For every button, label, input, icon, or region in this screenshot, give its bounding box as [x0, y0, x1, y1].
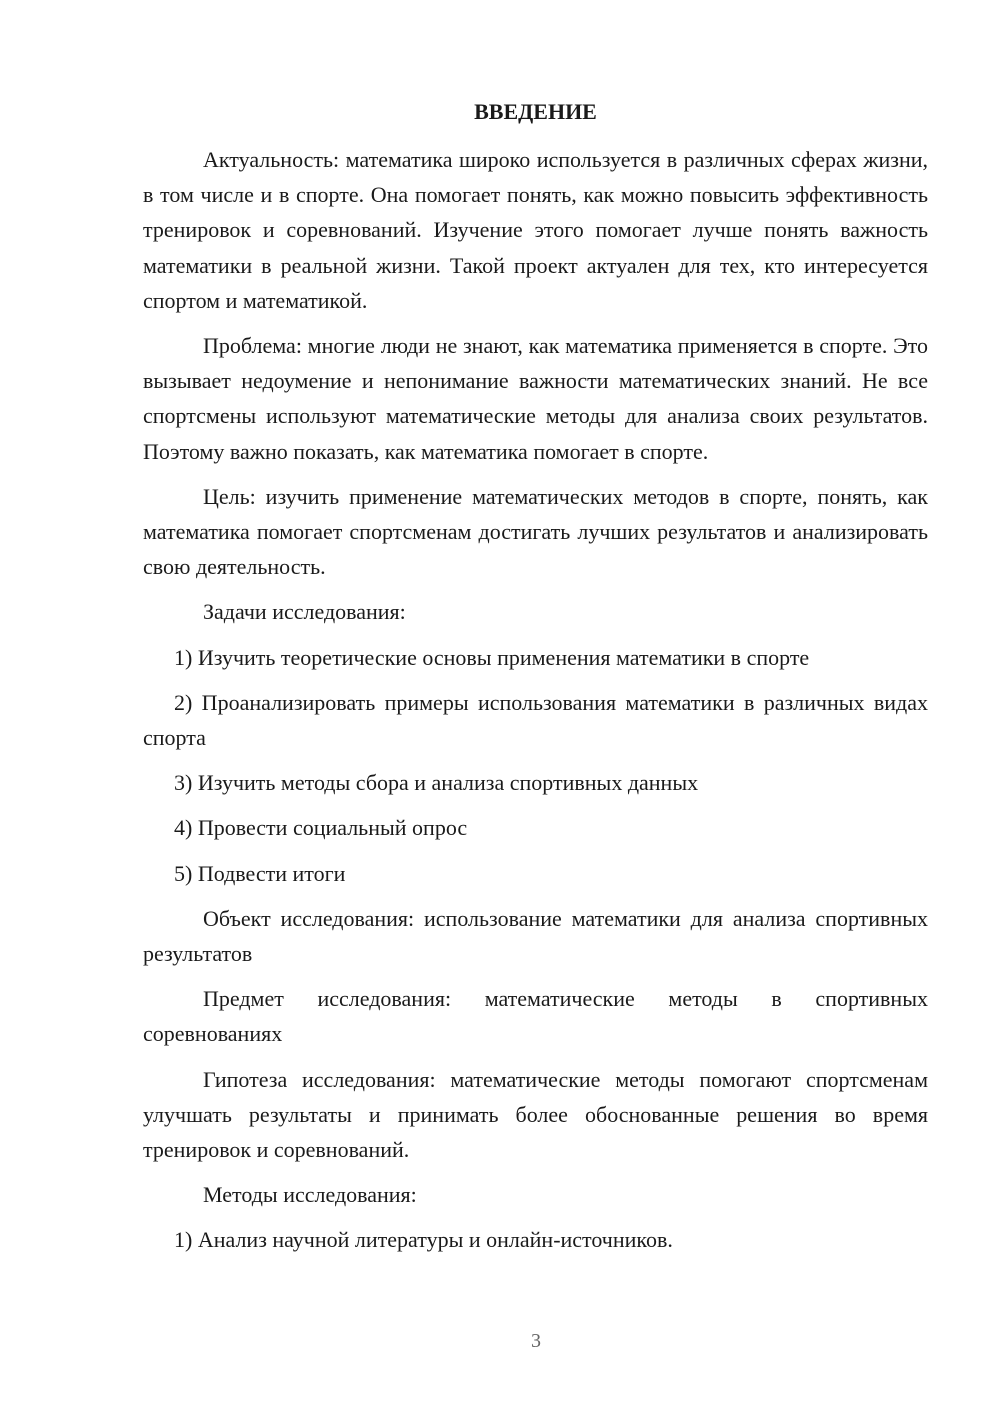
- task-item: 1) Изучить теоретические основы применения математики в спорте: [174, 644, 810, 670]
- goal-paragraph: Цель: изучить применение математических методов в спорте, понять, как математика помогает спортсменам достигать лучших результатов и анализировать свою деятельность.: [143, 483, 928, 580]
- task-item: 4) Провести социальный опрос: [174, 815, 468, 841]
- object-paragraph: Объект исследования: использование математики для анализа спортивных результатов: [143, 905, 928, 967]
- relevance-paragraph: Актуальность: математика широко используется в различных сферах жизни, в том числе и в спорте. Она помогает понять, как можно повысить эффективность тренировок и соревнований. Изучение этого помогает лучше понять важность математики в реальной жизни. Такой проект актуален для тех, кто интересуется спортом и математикой.: [143, 147, 928, 313]
- subject-paragraph: Предмет исследования: математические методы в спортивных соревнованиях: [143, 986, 928, 1047]
- task-item: 5) Подвести итоги: [174, 860, 346, 886]
- task-item: 3) Изучить методы сбора и анализа спортивных данных: [174, 770, 699, 796]
- task-item: 2) Проанализировать примеры использования математики в различных видах спорта: [143, 689, 928, 751]
- hypothesis-paragraph: Гипотеза исследования: математические методы помогают спортсменам улучшать результаты и принимать более обоснованные решения во время тренировок и соревнований.: [143, 1066, 928, 1163]
- tasks-heading: Задачи исследования:: [203, 599, 406, 625]
- section-title: ВВЕДЕНИЕ: [474, 99, 597, 124]
- problem-paragraph: Проблема: многие люди не знают, как математика применяется в спорте. Это вызывает недоумение и непонимание важности математических знаний. Не все спортсмены используют математические методы для анализа своих результатов. Поэтому важно показать, как математика помогает в спорте.: [143, 333, 928, 464]
- methods-heading: Методы исследования:: [203, 1182, 417, 1208]
- method-item: 1) Анализ научной литературы и онлайн-источников.: [174, 1227, 673, 1253]
- page-number: 3: [531, 1330, 541, 1352]
- document-page: [143, 94, 928, 1268]
